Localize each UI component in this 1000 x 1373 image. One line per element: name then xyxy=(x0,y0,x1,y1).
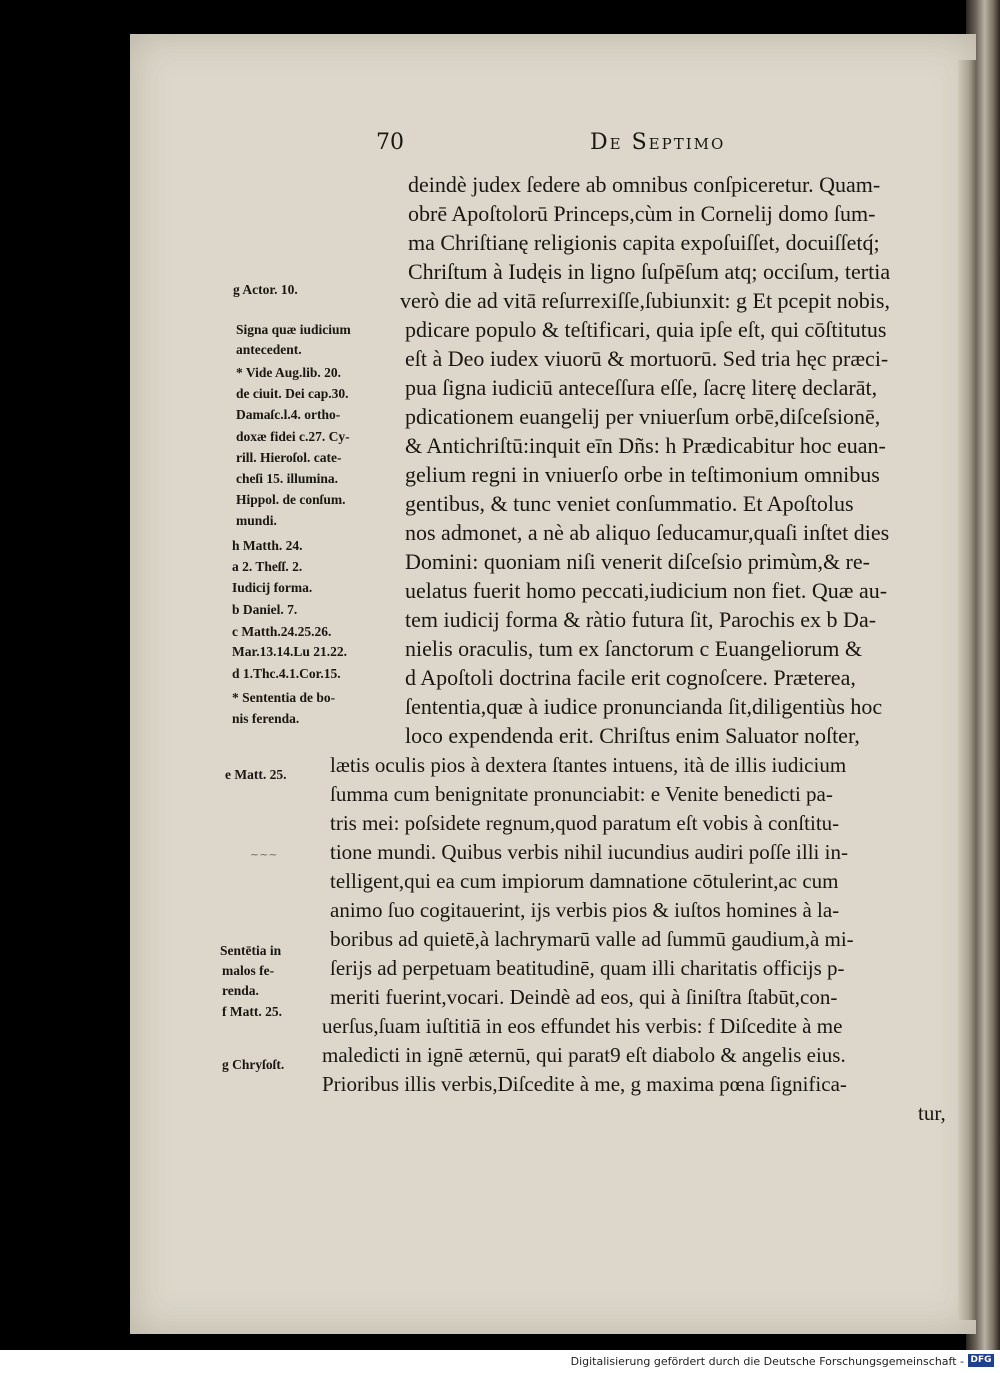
margin-note: h Matth. 24. xyxy=(232,538,303,553)
margin-note: f Matt. 25. xyxy=(222,1004,282,1019)
margin-note: doxæ fidei c.27. Cy- xyxy=(236,429,350,444)
text-line: gelium regni in vniuerſo orbe in teſtimonium omnibus xyxy=(405,462,880,487)
margin-note: Mar.13.14.Lu 21.22. xyxy=(232,644,348,659)
margin-note: g Actor. 10. xyxy=(233,282,298,297)
margin-note: Iudicij forma. xyxy=(232,580,313,595)
margin-note: cheſi 15. illumina. xyxy=(236,471,339,486)
text-line: deindè judex ſedere ab omnibus conſpiceretur. Quam- xyxy=(408,172,881,197)
text-line: tris mei: poſsidete regnum,quod paratum eſt vobis à conſtitu- xyxy=(330,811,840,835)
text-line: ſumma cum benignitate pronunciabit: e Venite benedicti pa- xyxy=(330,782,833,806)
running-title: De Septimo xyxy=(590,130,726,155)
margin-note: c Matth.24.25.26. xyxy=(232,624,332,639)
text-line: Domini: quoniam niſi venerit diſceſsio primùm,& re- xyxy=(405,549,870,574)
margin-note: Hippol. de conſum. xyxy=(236,492,346,507)
text-line: ſerijs ad perpetuam beatitudinē, quam illi charitatis officijs p- xyxy=(330,956,845,980)
margin-note: d 1.Thc.4.1.Cor.15. xyxy=(232,666,341,681)
text-line: Chriſtum à Iudęis in ligno ſuſpēſum atq; occiſum, tertia xyxy=(408,259,891,284)
text-line: loco expendenda erit. Chriſtus enim Saluator noſter, xyxy=(405,723,860,748)
margin-note: Signa quæ iudicium xyxy=(236,322,351,337)
text-line: telligent,qui ea cum impiorum damnatione cōtulerint,ac cum xyxy=(330,869,839,893)
text-line: uerſus,ſuam iuſtitiā in eos effundet his verbis: f Diſcedite à me xyxy=(322,1014,843,1038)
margin-note: e Matt. 25. xyxy=(225,767,287,782)
text-line: d Apoſtoli doctrina facile erit cognoſcere. Præterea, xyxy=(405,665,856,690)
margin-note: mundi. xyxy=(236,513,277,528)
text-line: pdicare populo & teſtificari, quia ipſe eſt, qui cōſtitutus xyxy=(405,317,887,342)
footer-credit: Digitalisierung gefördert durch die Deutsche Forschungsgemeinschaft - xyxy=(570,1355,964,1368)
margin-note: Sentētia in xyxy=(220,943,282,958)
margin-note: Damaſc.l.4. ortho- xyxy=(236,407,341,422)
text-line: lætis oculis pios à dextera ſtantes intuens, ità de illis iudicium xyxy=(330,753,847,777)
dfg-logo-icon: DFG xyxy=(968,1354,994,1367)
margin-note: renda. xyxy=(222,983,259,998)
text-line: nos admonet, a nè ab aliquo ſeducamur,quaſi inſtet dies xyxy=(405,520,890,545)
page-number: 70 xyxy=(376,130,404,155)
text-line: animo ſuo cogitauerint, ijs verbis pios & iuſtos homines à la- xyxy=(330,898,840,922)
text-line: gentibus, & tunc veniet conſummatio. Et Apoſtolus xyxy=(405,491,854,516)
margin-note: rill. Hieroſol. cate- xyxy=(236,450,342,465)
page-edge-shadow xyxy=(958,60,976,1320)
text-line: eſt à Deo iudex viuorū & mortuorū. Sed tria hęc præci- xyxy=(405,346,889,371)
margin-note: nis ferenda. xyxy=(232,711,300,726)
margin-note: g Chryſoſt. xyxy=(222,1057,285,1072)
text-line: verò die ad vitā reſurrexiſſe,ſubiunxit: g Et pcepit nobis, xyxy=(400,288,890,313)
text-line: uelatus fuerit homo peccati,iudicium non fiet. Quæ au- xyxy=(405,578,888,603)
text-line: ſententia,quæ à iudice pronuncianda ſit,diligentiùs hoc xyxy=(405,694,883,719)
text-line: pua ſigna iudiciū anteceſſura eſſe, ſacrę literę declarāt, xyxy=(405,375,878,400)
text-line: tione mundi. Quibus verbis nihil iucundius audiri poſſe illi in- xyxy=(330,840,848,864)
margin-note: * Vide Aug.lib. 20. xyxy=(236,365,342,380)
text-line: tem iudicij forma & ràtio futura ſit, Parochis ex b Da- xyxy=(405,607,877,632)
text-line: boribus ad quietē,à lachrymarū valle ad ſummū gaudium,à mi- xyxy=(330,927,854,951)
text-line: obrē Apoſtolorū Princeps,cùm in Cornelij domo ſum- xyxy=(408,201,876,226)
margin-note: antecedent. xyxy=(236,342,302,357)
text-line: tur, xyxy=(918,1101,946,1125)
text-line: meriti fuerint,vocari. Deindè ad eos, qui à ſiniſtra ſtabūt,con- xyxy=(330,985,838,1009)
text-line: pdicationem euangelij per vniuerſum orbē,diſceſsionē, xyxy=(405,404,881,429)
text-line: nielis oraculis, tum ex ſanctorum c Euangeliorum & xyxy=(405,636,862,661)
text-line: ma Chriſtianę religionis capita expoſuiſſet, docuiſſetq́; xyxy=(408,230,880,255)
margin-note: malos fe- xyxy=(222,963,275,978)
margin-note: * Sententia de bo- xyxy=(232,690,336,705)
text-line: maledicti in ignē æternū, qui parat9 eſt diabolo & angelis eius. xyxy=(322,1043,846,1067)
margin-note: a 2. Theſſ. 2. xyxy=(232,559,303,574)
handwritten-scribble: ~~~ xyxy=(250,848,278,861)
margin-note: de ciuit. Dei cap.30. xyxy=(236,386,349,401)
text-line: Prioribus illis verbis,Diſcedite à me, g maxima pœna ſignifica- xyxy=(322,1072,847,1096)
margin-note: b Daniel. 7. xyxy=(232,602,298,617)
text-line: & Antichriſtū:inquit eīn Dñs: h Prædicabitur hoc euan- xyxy=(405,433,886,458)
